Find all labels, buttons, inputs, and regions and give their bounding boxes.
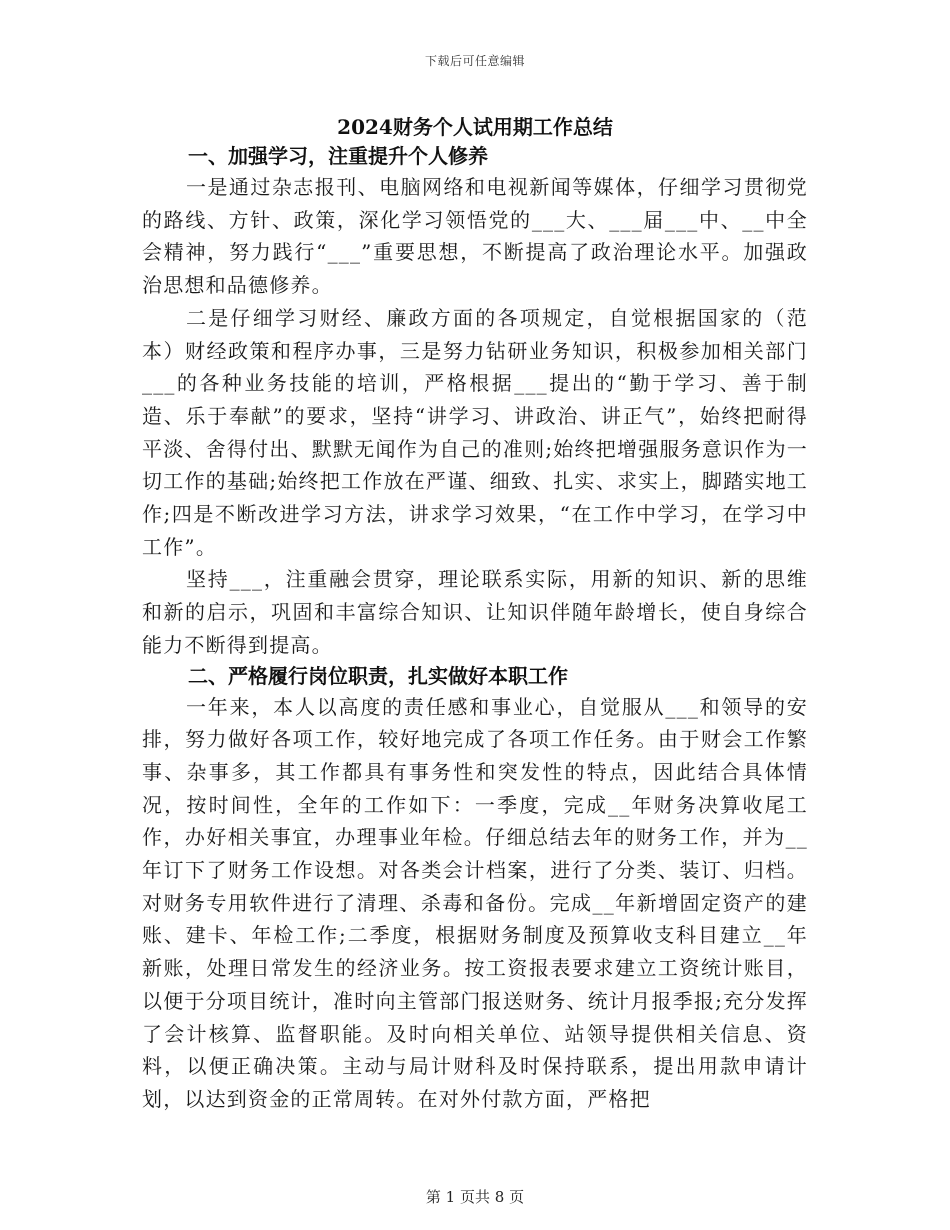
- paragraph: 一年来，本人以高度的责任感和事业心，自觉服从___和领导的安排，努力做好各项工作，较好地完成了各项工作任务。由于财会工作繁事、杂事多，其工作都具有事务性和突发性的特点，因此结合具体情况，按时间性，全年的工作如下：一季度，完成__年财务决算收尾工作，办好相关事宜，办理事业年检。仔细总结去年的财务工作，并为__年订下了财务工作设想。对各类会计档案，进行了分类、装订、归档。对财务专用软件进行了清理、杀毒和备份。完成__年新增固定资产的建账、建卡、年检工作;二季度，根据财务制度及预算收支科目建立__年新账，处理日常发生的经济业务。按工资报表要求建立工资统计账目，以便于分项目统计，准时向主管部门报送财务、统计月报季报;充分发挥了会计核算、监督职能。及时向相关单位、站领导提供相关信息、资料，以便正确决策。主动与局计财科及时保持联系，提出用款申请计划，以达到资金的正常周转。在对外付款方面，严格把: [142, 694, 808, 1111]
- document-body: [142, 112, 808, 1116]
- paragraph: 坚持___，注重融会贯穿，理论联系实际，用新的知识、新的思维和新的启示，巩固和丰富综合知识、让知识伴随年龄增长，使自身综合能力不断得到提高。: [142, 567, 808, 657]
- section-heading: 二、严格履行岗位职责，扎实做好本职工作: [188, 663, 568, 688]
- paragraph: 一是通过杂志报刊、电脑网络和电视新闻等媒体，仔细学习贯彻党的路线、方针、政策，深化学习领悟党的___大、___届___中、__中全会精神，努力践行“___”重要思想，不断提高了政治理论水平。加强政治思想和品德修养。: [142, 175, 808, 298]
- paragraph: 二是仔细学习财经、廉政方面的各项规定，自觉根据国家的（范本）财经政策和程序办事，三是努力钻研业务知识，积极参加相关部门___的各种业务技能的培训，严格根据___提出的“勤于学习、善于制造、乐于奉献”的要求，坚持“讲学习、讲政治、讲正气”，始终把耐得平淡、舍得付出、默默无闻作为自己的准则;始终把增强服务意识作为一切工作的基础;始终把工作放在严谨、细致、扎实、求实上，脚踏实地工作;四是不断改进学习方法，讲求学习效果，“在工作中学习，在学习中工作”。: [142, 305, 808, 559]
- section-2: [142, 662, 808, 1116]
- section-heading: 一、加强学习，注重提升个人修养: [188, 144, 488, 168]
- document-title: 2024财务个人试用期工作总结: [337, 115, 613, 139]
- header-note: 下载后可任意编辑: [424, 54, 525, 68]
- page-number: 第 1 页共 8 页: [425, 1188, 525, 1206]
- section-1: [142, 142, 808, 662]
